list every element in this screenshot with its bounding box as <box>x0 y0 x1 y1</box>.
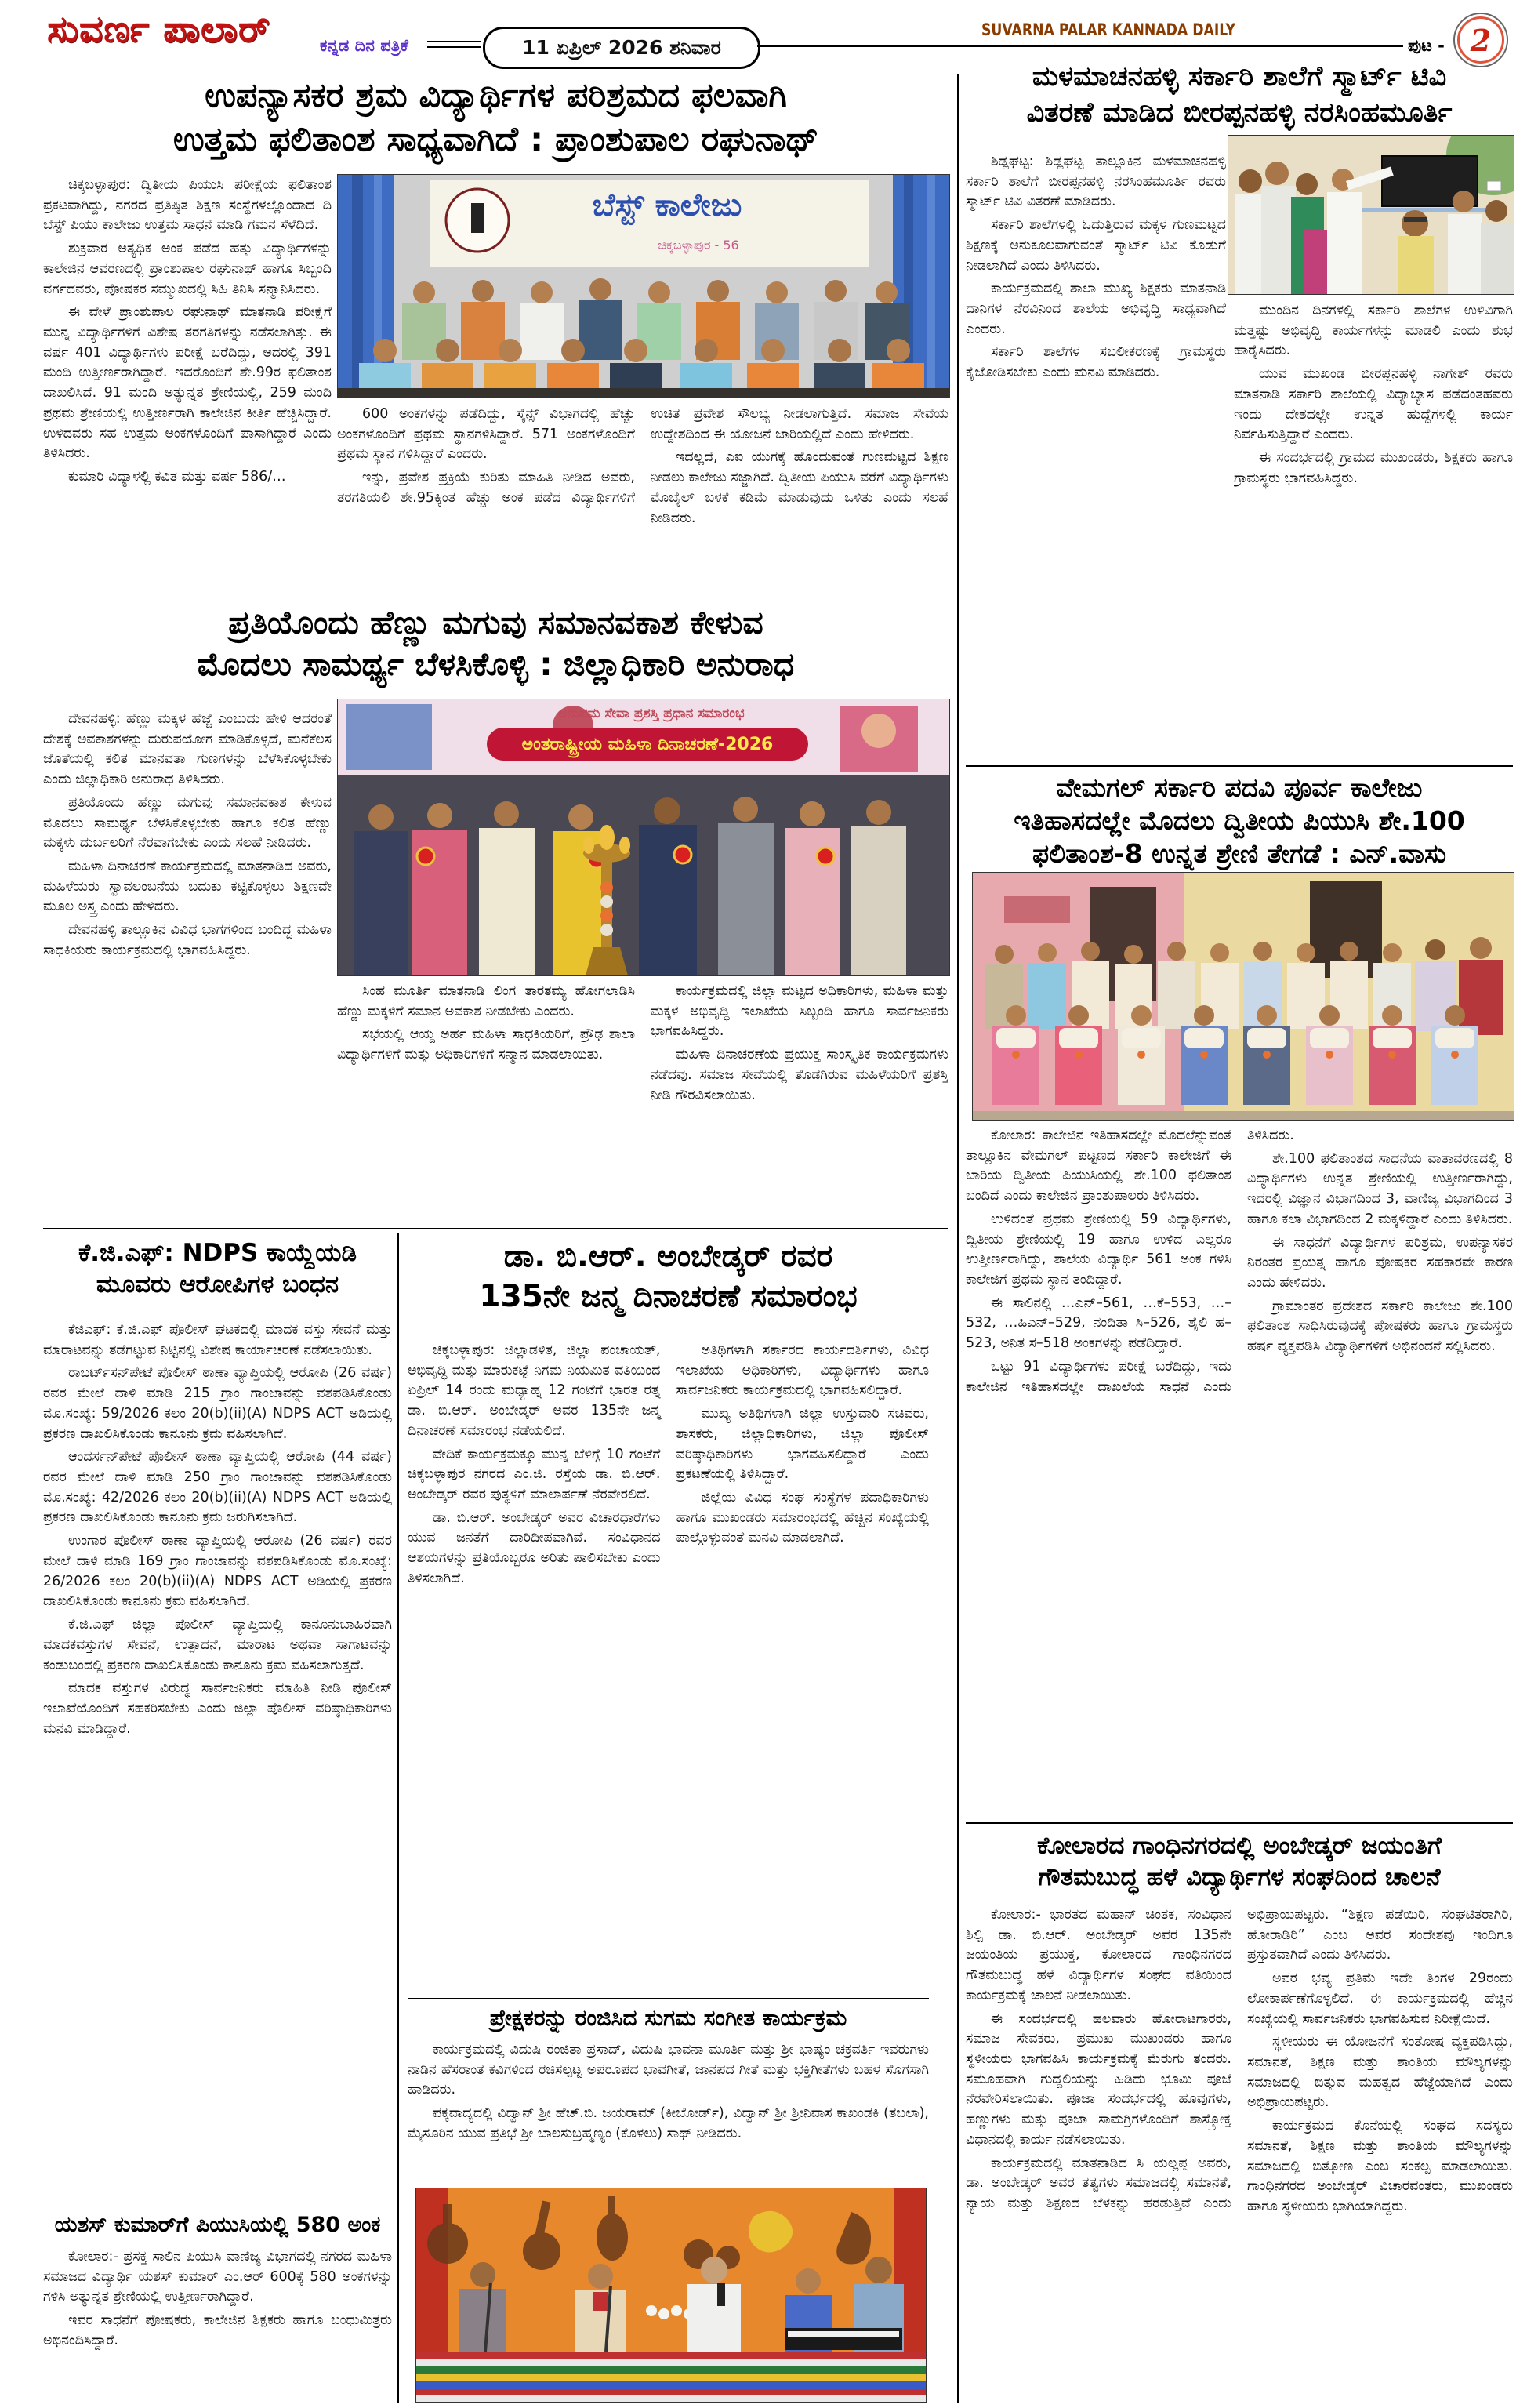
body-paragraph: ಸ್ಥಳೀಯರು ಈ ಯೋಜನೆಗೆ ಸಂತೋಷ ವ್ಯಕ್ತಪಡಿಸಿದ್ದು, ಸಮಾನತೆ, ಶಿಕ್ಷಣ ಮತ್ತು ಶಾಂತಿಯ ಮೌಲ್ಯಗಳನ್ನು ಸಮಾಜದಲ್ಲಿ ಬಿತ್ತುವ ಮಹತ್ವದ ಹೆಜ್ಜೆಯಾಗಿದೆ ಎಂದು ಅಭಿಪ್ರಾಯಪಟ್ಟರು. <box>1247 2034 1513 2111</box>
paper-title: ಸುವರ್ಣ ಪಾಲಾರ್ <box>47 8 270 51</box>
article-body <box>408 2040 929 2183</box>
body-paragraph: ಕಾರ್ಯಕ್ರಮದ ಕೊನೆಯಲ್ಲಿ ಸಂಘದ ಸದಸ್ಯರು ಸಮಾನತೆ, ಶಿಕ್ಷಣ ಮತ್ತು ಶಾಂತಿಯ ಮೌಲ್ಯಗಳನ್ನು ಸಮಾಜದಲ್ಲಿ ಬಿತ್ತೋಣ ಎಂಬ ಸಂಕಲ್ಪ ಮಾಡಲಾಯಿತು. ಗಾಂಧಿನಗರದ ಅಂಬೇಡ್ಕರ್ ವಿಚಾರವಂತರು, ಮುಖಂಡರು ಹಾಗೂ ಸ್ಥಳೀಯರು ಭಾಗಿಯಾಗಿದ್ದರು. <box>1247 2118 1513 2215</box>
body-paragraph: ಕಾರ್ಯಕ್ರಮದಲ್ಲಿ ಜಿಲ್ಲಾ ಮಟ್ಟದ ಅಧಿಕಾರಿಗಳು, ಮಹಿಳಾ ಮತ್ತು ಮಕ್ಕಳ ಅಭಿವೃದ್ಧಿ ಇಲಾಖೆಯ ಸಿಬ್ಬಂದಿ ಹಾಗೂ ಸಾರ್ವಜನಿಕರು ಭಾಗವಹಿಸಿದ್ದರು. <box>651 983 948 1040</box>
body-paragraph: ಒಟ್ಟು 91 ವಿದ್ಯಾರ್ಥಿಗಳು ಪರೀಕ್ಷೆ ಬರೆದಿದ್ದು, ಇದು ಕಾಲೇಜಿನ ಇತಿಹಾಸದಲ್ಲೇ ದಾಖಲೆಯ ಸಾಧನೆ ಎಂದು ತಿಳಿಸಿದರು. <box>966 1128 1294 1395</box>
body-paragraph: ಕೆ.ಜಿ.ಎಫ್ ಜಿಲ್ಲಾ ಪೊಲೀಸ್ ವ್ಯಾಪ್ತಿಯಲ್ಲಿ ಕಾನೂನುಬಾಹಿರವಾಗಿ ಮಾದಕವಸ್ತುಗಳ ಸೇವನೆ, ಉತ್ಪಾದನೆ, ಮಾರಾಟ ಅಥವಾ ಸಾಗಾಟವನ್ನು ಕಂಡುಬಂದಲ್ಲಿ ಪ್ರಕರಣ ದಾಖಲಿಸಿಕೊಂಡು ಕಾನೂನು ಕ್ರಮ ವಹಿಸಲಾಗುತ್ತದೆ. <box>43 1617 392 1673</box>
body-paragraph: ಸಿಂಹ ಮೂರ್ತಿ ಮಾತನಾಡಿ ಲಿಂಗ ತಾರತಮ್ಯ ಹೋಗಲಾಡಿಸಿ ಹೆಣ್ಣು ಮಕ್ಕಳಿಗೆ ಸಮಾನ ಅವಕಾಶ ನೀಡಬೇಕು ಎಂದರು. <box>337 983 635 1019</box>
body-paragraph: ಈ ಸಂದರ್ಭದಲ್ಲಿ ಹಲವಾರು ಹೋರಾಟಗಾರರು, ಸಮಾಜ ಸೇವಕರು, ಪ್ರಮುಖ ಮುಖಂಡರು ಹಾಗೂ ಸ್ಥಳೀಯರು ಭಾಗವಹಿಸಿ ಕಾರ್ಯಕ್ರಮಕ್ಕೆ ಮೆರುಗು ತಂದರು. ಸಮೂಹವಾಗಿ ಗುದ್ದಲಿಯನ್ನು ಹಿಡಿದು ಭೂಮಿ ಪೂಜೆ ನೆರವೇರಿಸಲಾಯಿತು. ಪೂಜಾ ಸಂದರ್ಭದಲ್ಲಿ ಹೂವುಗಳು, ಹಣ್ಣುಗಳು ಮತ್ತು ಪೂಜಾ ಸಾಮಗ್ರಿಗಳೊಂದಿಗೆ ಶಾಸ್ತ್ರೋಕ್ತ ವಿಧಾನದಲ್ಲಿ ಕಾರ್ಯ ನಡೆಸಲಾಯಿತು. <box>966 2010 1231 2148</box>
photo-music-concert <box>415 2188 927 2403</box>
headline-line: ಮಳಮಾಚನಹಳ್ಳಿ ಸರ್ಕಾರಿ ಶಾಲೆಗೆ ಸ್ಮಾರ್ಟ್ ಟಿವಿ <box>1032 61 1447 93</box>
body-paragraph: ಶುಕ್ರವಾರ ಅತ್ಯಧಿಕ ಅಂಕ ಪಡೆದ ಹತ್ತು ವಿದ್ಯಾರ್ಥಿಗಳನ್ನು ಕಾಲೇಜಿನ ಆವರಣದಲ್ಲಿ ಪ್ರಾಂಶುಪಾಲ ರಘುನಾಥ್ ಹಾಗೂ ಸಿಬ್ಬಂದಿ ವರ್ಗದವರು, ಪೋಷಕರ ಸಮ್ಮುಖದಲ್ಲಿ ಸಿಹಿ ತಿನಿಸಿ ಸನ್ಮಾನಿಸಿದರು. <box>43 241 332 297</box>
body-paragraph: ಇದಲ್ಲದೆ, ಎಐ ಯುಗಕ್ಕೆ ಹೊಂದುವಂತೆ ಗುಣಮಟ್ಟದ ಶಿಕ್ಷಣ ನೀಡಲು ಕಾಲೇಜು ಸಜ್ಜಾಗಿದೆ. ದ್ವಿತೀಯ ಪಿಯುಸಿ ವರೆಗೆ ವಿದ್ಯಾರ್ಥಿಗಳು ಮೊಬೈಲ್ ಬಳಕೆ ಕಡಿಮೆ ಮಾಡುವುದು ಒಳಿತು ಎಂದು ಸಲಹೆ ನೀಡಿದರು. <box>651 449 948 526</box>
body-paragraph: 600 ಅಂಕಗಳನ್ನು ಪಡೆದಿದ್ದು, ಸೈನ್ಸ್ ವಿಭಾಗದಲ್ಲಿ ಹೆಚ್ಚು ಅಂಕಗಳೊಂದಿಗೆ ಪ್ರಥಮ ಸ್ಥಾನಗಳಿಸಿದ್ದಾರೆ. 571 ಅಂಕಗಳೊಂದಿಗೆ ಪ್ರಥಮ ಸ್ಥಾನ ಗಳಿಸಿದ್ದಾರೆ ಎಂದರು. <box>337 406 635 463</box>
body-paragraph: ದೇವನಹಳ್ಳಿ: ಹೆಣ್ಣು ಮಕ್ಕಳ ಹೆಜ್ಜೆ ಎಂಬುದು ಹೇಳಿ ಆದರಂತೆ ದೇಶಕ್ಕೆ ಅವಕಾಶಗಳನ್ನು ದುರುಪಯೋಗ ಮಾಡಿಕೊಳ್ಳದೆ, ಮನೆಕೆಲಸ ಜೊತೆಯಲ್ಲಿ ಕಲಿತ ಮಾನವತಾ ಗುಣಗಳನ್ನು ಬೆಳೆಸಿಕೊಳ್ಳಬೇಕು ಎಂದು ಜಿಲ್ಲಾಧಿಕಾರಿ ಅನುರಾಧ ತಿಳಿಸಿದರು. <box>43 711 332 788</box>
body-paragraph: ಆಂದರ್ಸನ್‌ಪೇಟೆ ಪೊಲೀಸ್ ಠಾಣಾ ವ್ಯಾಪ್ತಿಯಲ್ಲಿ ಆರೋಪಿ (44 ವರ್ಷ) ರವರ ಮೇಲೆ ದಾಳಿ ಮಾಡಿ 250 ಗ್ರಾಂ ಗಾಂಜಾವನ್ನು ವಶಪಡಿಸಿಕೊಂಡು ಮೊ.ಸಂಖ್ಯೆ: 42/2026 ಕಲಂ 20(b)(ii)(A) NDPS ACT ಅಡಿಯಲ್ಲಿ ಪ್ರಕರಣ ದಾಖಲಿಸಿಕೊಂಡು ಕಾನೂನು ಕ್ರಮ ಜರುಗಿಸಲಾಗಿದೆ. <box>43 1449 392 1526</box>
article-body-column-2 <box>1234 301 1513 759</box>
body-paragraph: ಮುಂದಿನ ದಿನಗಳಲ್ಲಿ ಸರ್ಕಾರಿ ಶಾಲೆಗಳ ಉಳಿವಿಗಾಗಿ ಮತ್ತಷ್ಟು ಅಭಿವೃದ್ಧಿ ಕಾರ್ಯಗಳನ್ನು ಮಾಡಲಿ ಎಂದು ಶುಭ ಹಾರೈಸಿದರು. <box>1234 303 1513 359</box>
page-number: 2 <box>1470 22 1492 58</box>
headline-line: ವೇಮಗಲ್ ಸರ್ಕಾರಿ ಪದವಿ ಪೂರ್ವ ಕಾಲೇಜು <box>1056 772 1423 803</box>
article-body-bottom-columns <box>337 982 948 1223</box>
article-body-left-column <box>43 176 332 593</box>
body-paragraph: ಚಿಕ್ಕಬಳ್ಳಾಪುರ: ದ್ವಿತೀಯ ಪಿಯುಸಿ ಪರೀಕ್ಷೆಯ ಫಲಿತಾಂಶ ಪ್ರಕಟವಾಗಿದ್ದು, ನಗರದ ಪ್ರತಿಷ್ಠಿತ ಶಿಕ್ಷಣ ಸಂಸ್ಥೆಗಳಲ್ಲೊಂದಾದ ದಿ ಬೆಸ್ಟ್ ಪಿಯು ಕಾಲೇಜು ಉತ್ತಮ ಸಾಧನೆ ಮಾಡಿ ಗಮನ ಸೆಳೆದಿದೆ. <box>43 177 332 234</box>
body-paragraph: ಕೋಲಾರ:- ಪ್ರಸಕ್ತ ಸಾಲಿನ ಪಿಯುಸಿ ವಾಣಿಜ್ಯ ವಿಭಾಗದಲ್ಲಿ ನಗರದ ಮಹಿಳಾ ಸಮಾಜದ ವಿದ್ಯಾರ್ಥಿ ಯಶಸ್ ಕುಮಾರ್ ಎಂ.ಆರ್ 600ಕ್ಕೆ 580 ಅಂಕಗಳನ್ನು ಗಳಿಸಿ ಅತ್ಯುನ್ನತ ಶ್ರೇಣಿಯಲ್ಲಿ ಉತ್ತೀರ್ಣರಾಗಿದ್ದಾರೆ. <box>43 2249 392 2305</box>
article-body <box>43 2247 392 2401</box>
photo-vemagal-college-group <box>972 872 1514 1121</box>
body-paragraph: ಕಾರ್ಯಕ್ರಮದಲ್ಲಿ ಮಾತನಾಡಿದ ಸಿ ಯಲ್ಲಪ್ಪ ಅವರು, ಡಾ. ಅಂಬೇಡ್ಕರ್ ಅವರ ತತ್ವಗಳು ಸಮಾಜದಲ್ಲಿ ಸಮಾನತೆ, ನ್ಯಾಯ ಮತ್ತು ಶಿಕ್ಷಣದ ಬೆಳಕನ್ನು ಹರಡುತ್ತಿವೆ ಎಂದು ಅಭಿಪ್ರಾಯಪಟ್ಟರು. “ಶಿಕ್ಷಣ ಪಡೆಯಿರಿ, ಸಂಘಟಿತರಾಗಿರಿ, ಹೋರಾಡಿರಿ” ಎಂಬ ಅವರ ಸಂದೇಶವು ಇಂದಿಗೂ ಪ್ರಸ್ತುತವಾಗಿದೆ ಎಂದು ತಿಳಿಸಿದರು. <box>966 1907 1513 2212</box>
body-paragraph: ಅವರ ಭವ್ಯ ಪ್ರತಿಮೆ ಇದೇ ತಿಂಗಳ 29ರಂದು ಲೋಕಾರ್ಪಣೆಗೊಳ್ಳಲಿದೆ. ಈ ಕಾರ್ಯಕ್ರಮದಲ್ಲಿ ಹೆಚ್ಚಿನ ಸಂಖ್ಯೆಯಲ್ಲಿ ಸಾರ್ವಜನಿಕರು ಭಾಗವಹಿಸುವ ನಿರೀಕ್ಷೆಯಿದೆ. <box>1247 1970 1513 2027</box>
body-paragraph: ಶಿಡ್ಲಘಟ್ಟ: ಶಿಡ್ಲಘಟ್ಟ ತಾಲ್ಲೂಕಿನ ಮಳಮಾಚನಹಳ್ಳಿ ಸರ್ಕಾರಿ ಶಾಲೆಗೆ ಬೀರಪ್ಪನಹಳ್ಳಿ ನರಸಿಂಹಮೂರ್ತಿ ರವರು ಸ್ಮಾರ್ಟ್ ಟಿವಿ ವಿತರಣೆ ಮಾಡಿದರು. <box>966 154 1226 210</box>
photo-illustration <box>973 873 1514 1120</box>
english-title: SUVARNA PALAR KANNADA DAILY <box>981 20 1236 39</box>
section-divider-left <box>43 1228 948 1229</box>
body-paragraph: ಮಾದಕ ವಸ್ತುಗಳ ವಿರುದ್ಧ ಸಾರ್ವಜನಿಕರು ಮಾಹಿತಿ ನೀಡಿ ಪೊಲೀಸ್ ಇಲಾಖೆಯೊಂದಿಗೆ ಸಹಕರಿಸಬೇಕು ಎಂದು ಜಿಲ್ಲಾ ಪೊಲೀಸ್ ವರಿಷ್ಠಾಧಿಕಾರಿಗಳು ಮನವಿ ಮಾಡಿದ್ದಾರೆ. <box>43 1680 392 1737</box>
section-divider-kolar <box>966 1822 1513 1824</box>
photo-smart-tv-handover <box>1228 135 1514 295</box>
body-paragraph: ಉಳಿದಂತೆ ಪ್ರಥಮ ಶ್ರೇಣಿಯಲ್ಲಿ 59 ವಿದ್ಯಾರ್ಥಿಗಳು, ದ್ವಿತೀಯ ಶ್ರೇಣಿಯಲ್ಲಿ 19 ಹಾಗೂ ಉಳಿದ ಎಲ್ಲರೂ ಉತ್ತೀರ್ಣರಾಗಿದ್ದು, ಶಾಲೆಯ ವಿದ್ಯಾರ್ಥಿ 561 ಅಂಕ ಗಳಿಸಿ ಕಾಲೇಜಿಗೆ ಪ್ರಥಮ ಸ್ಥಾನ ತಂದಿದ್ದಾರೆ. <box>966 1211 1231 1288</box>
article-body-column-1 <box>966 152 1226 759</box>
article-body <box>43 1320 392 2202</box>
body-paragraph: ಸರ್ಕಾರಿ ಶಾಲೆಗಳಲ್ಲಿ ಓದುತ್ತಿರುವ ಮಕ್ಕಳ ಗುಣಮಟ್ಟದ ಶಿಕ್ಷಣಕ್ಕೆ ಅನುಕೂಲವಾಗುವಂತೆ ಸ್ಮಾರ್ಟ್ ಟಿವಿ ಕೊಡುಗೆ ನೀಡಲಾಗಿದೆ ಎಂದು ತಿಳಿಸಿದರು. <box>966 217 1226 274</box>
body-paragraph: ಈ ವೇಳೆ ಪ್ರಾಂಶುಪಾಲ ರಘುನಾಥ್ ಮಾತನಾಡಿ ಪರೀಕ್ಷೆಗೆ ಮುನ್ನ ವಿದ್ಯಾರ್ಥಿಗಳಿಗೆ ವಿಶೇಷ ತರಗತಿಗಳನ್ನು ನಡೆಸಲಾಗಿತ್ತು. ಈ ವರ್ಷ 401 ವಿದ್ಯಾರ್ಥಿಗಳು ಪರೀಕ್ಷೆ ಬರೆದಿದ್ದು, ಅದರಲ್ಲಿ 391 ಮಂದಿ ಉತ್ತೀರ್ಣರಾಗಿದ್ದಾರೆ. ಇದರೊಂದಿಗೆ ಶೇ.99ರ ಫಲಿತಾಂಶ ದಾಖಲಿಸಿದೆ. 91 ಮಂದಿ ಅತ್ಯುನ್ನತ ಶ್ರೇಣಿಯಲ್ಲಿ, 259 ಮಂದಿ ಪ್ರಥಮ ಶ್ರೇಣಿಯಲ್ಲಿ ಉತ್ತೀರ್ಣರಾಗಿ ಕಾಲೇಜಿನ ಕೀರ್ತಿ ಹೆಚ್ಚಿಸಿದ್ದಾರೆ. ಉಳಿದವರು ಸಹ ಉತ್ತಮ ಅಂಕಗಳೊಂದಿಗೆ ಪಾಸಾಗಿದ್ದಾರೆ ಎಂದು ತಿಳಿಸಿದರು. <box>43 304 332 462</box>
body-paragraph: ಚಿಕ್ಕಬಳ್ಳಾಪುರ: ಜಿಲ್ಲಾಡಳಿತ, ಜಿಲ್ಲಾ ಪಂಚಾಯತ್, ಅಭಿವೃದ್ಧಿ ಮತ್ತು ಮಾರುಕಟ್ಟೆ ನಿಗಮ ನಿಯಮಿತ ವತಿಯಿಂದ ಏಪ್ರಿಲ್ 14 ರಂದು ಮಧ್ಯಾಹ್ನ 12 ಗಂಟೆಗೆ ಭಾರತ ರತ್ನ ಡಾ. ಬಿ.ಆರ್. ಅಂಬೇಡ್ಕರ್ ಅವರ 135ನೇ ಜನ್ಮ ದಿನಾಚರಣೆ ಸಮಾರಂಭ ನಡೆಯಲಿದೆ. <box>408 1342 661 1439</box>
body-paragraph: ಕಾರ್ಯಕ್ರಮದಲ್ಲಿ ವಿದುಷಿ ರಂಜಿತಾ ಪ್ರಸಾದ್, ವಿದುಷಿ ಭಾವನಾ ಮೂರ್ತಿ ಮತ್ತು ಶ್ರೀ ಭಾಷ್ಯಂ ಚಕ್ರವರ್ತಿ ಇವರುಗಳು ನಾಡಿನ ಹೆಸರಾಂತ ಕವಿಗಳಿಂದ ರಚಿಸಲ್ಪಟ್ಟ ಅಪರೂಪದ ಭಾವಗೀತೆ, ಜಾನಪದ ಗೀತೆ ಮತ್ತು ಭಕ್ತಿಗೀತೆಗಳು ಬಹಳ ಸೊಗಸಾಗಿ ಹಾಡಿದರು. <box>408 2042 929 2098</box>
body-paragraph: ದೇವನಹಳ್ಳಿ ತಾಲ್ಲೂಕಿನ ವಿವಿಧ ಭಾಗಗಳಿಂದ ಬಂದಿದ್ದ ಮಹಿಳಾ ಸಾಧಕಿಯರು ಕಾರ್ಯಕ್ರಮದಲ್ಲಿ ಭಾಗವಹಿಸಿದ್ದರು. <box>43 922 332 958</box>
article-headline <box>43 1237 392 1301</box>
photo-banner-top-text: ಅನುಪಮ ಸೇವಾ ಪ್ರಶಸ್ತಿ ಪ್ರಧಾನ ಸಮಾರಂಭ <box>558 706 745 721</box>
body-paragraph: ಕೆಜಿಎಫ್: ಕೆ.ಜಿ.ಎಫ್ ಪೊಲೀಸ್ ಘಟಕದಲ್ಲಿ ಮಾದಕ ವಸ್ತು ಸೇವನೆ ಮತ್ತು ಮಾರಾಟವನ್ನು ತಡೆಗಟ್ಟುವ ನಿಟ್ಟಿನಲ್ಲಿ ವಿಶೇಷ ಕಾರ್ಯಾಚರಣೆ ನಡೆಸಲಾಯಿತು. <box>43 1322 392 1358</box>
body-paragraph: ಕೋಲಾರ:- ಭಾರತದ ಮಹಾನ್ ಚಿಂತಕ, ಸಂವಿಧಾನ ಶಿಲ್ಪಿ ಡಾ. ಬಿ.ಆರ್. ಅಂಬೇಡ್ಕರ್ ಅವರ 135ನೇ ಜಯಂತಿಯ ಪ್ರಯುಕ್ತ, ಕೋಲಾರದ ಗಾಂಧಿನಗರದ ಗೌತಮಬುದ್ಧ ಹಳೆ ವಿದ್ಯಾರ್ಥಿಗಳ ಸಂಘದ ವತಿಯಿಂದ ಕಾರ್ಯಕ್ರಮಕ್ಕೆ ಚಾಲನೆ ನೀಡಲಾಯಿತು. <box>966 1907 1231 2003</box>
article-body-columns <box>966 1126 1513 1819</box>
photo-womens-day-event <box>337 699 950 976</box>
body-paragraph: ಮಹಿಳಾ ದಿನಾಚರಣೆಯ ಪ್ರಯುಕ್ತ ಸಾಂಸ್ಕೃತಿಕ ಕಾರ್ಯಕ್ರಮಗಳು ನಡೆದವು. ಸಮಾಜ ಸೇವೆಯಲ್ಲಿ ತೊಡಗಿರುವ ಮಹಿಳೆಯರಿಗೆ ಪ್ರಶಸ್ತಿ ನೀಡಿ ಗೌರವಿಸಲಾಯಿತು. <box>651 1047 948 1103</box>
headline-line: ಉಪನ್ಯಾಸಕರ ಶ್ರಮ ವಿದ್ಯಾರ್ಥಿಗಳ ಪರಿಶ್ರಮದ ಫಲವಾಗಿ <box>205 76 787 115</box>
article-headline <box>408 2004 929 2032</box>
article-headline <box>966 772 1513 871</box>
headline-line: ಫಲಿತಾಂಶ-8 ಉನ್ನತ ಶ್ರೇಣಿ ತೇಗಡೆ : ಎನ್.ವಾಸು <box>1032 838 1446 870</box>
photo-banner-main-text: ಅಂತರಾಷ್ಟ್ರೀಯ ಮಹಿಳಾ ದಿನಾಚರಣೆ-2026 <box>487 728 808 761</box>
article-headline <box>43 602 948 686</box>
body-paragraph: ಪಕ್ಕವಾದ್ಯದಲ್ಲಿ ವಿದ್ವಾನ್ ಶ್ರೀ ಹೆಚ್.ಬಿ. ಜಯರಾಮ್ (ಕೀಬೋರ್ಡ್), ವಿದ್ವಾನ್ ಶ್ರೀ ಶ್ರೀನಿವಾಸ ಕಾಖಂಡಕಿ (ತಬಲಾ), ಮೈಸೂರಿನ ಯುವ ಪ್ರತಿಭೆ ಶ್ರೀ ಬಾಲಸುಬ್ರಹ್ಮಣ್ಯಂ (ಕೊಳಲು) ಸಾಥ್ ನೀಡಿದರು. <box>408 2105 929 2141</box>
body-paragraph: ಸಭೆಯಲ್ಲಿ ಆಯ್ದ ಅರ್ಹ ಮಹಿಳಾ ಸಾಧಕಿಯರಿಗೆ, ಪ್ರೌಢ ಶಾಲಾ ವಿದ್ಯಾರ್ಥಿಗಳಿಗೆ ಮತ್ತು ಅಧಿಕಾರಿಗಳಿಗೆ ಸನ್ಮಾನ ಮಾಡಲಾಯಿತು. <box>337 1026 635 1063</box>
headline-line: ಪ್ರತಿಯೊಂದು ಹೆಣ್ಣು ಮಗುವು ಸಮಾನವಕಾಶ ಕೇಳುವ <box>228 604 764 641</box>
body-paragraph: ರಾಬರ್ಟ್‌ಸನ್‌ಪೇಟೆ ಪೊಲೀಸ್ ಠಾಣಾ ವ್ಯಾಪ್ತಿಯಲ್ಲಿ ಆರೋಪಿ (26 ವರ್ಷ) ರವರ ಮೇಲೆ ದಾಳಿ ಮಾಡಿ 215 ಗ್ರಾಂ ಗಾಂಜಾವನ್ನು ವಶಪಡಿಸಿಕೊಂಡು ಮೊ.ಸಂಖ್ಯೆ: 59/2026 ಕಲಂ 20(b)(ii)(A) NDPS ACT ಅಡಿಯಲ್ಲಿ ಪ್ರಕರಣ ದಾಖಲಿಸಿಕೊಂಡು ಕಾನೂನು ಕ್ರಮ ವಹಿಸಲಾಗಿದೆ. <box>43 1365 392 1442</box>
article-body-bottom-columns <box>337 405 948 593</box>
body-paragraph: ಪ್ರತಿಯೊಂದು ಹೆಣ್ಣು ಮಗುವು ಸಮಾನವಕಾಶ ಕೇಳುವ ಮೊದಲು ಸಾಮರ್ಥ್ಯ ಬೆಳಸಿಕೊಳ್ಳಬೇಕು ಹಾಗೂ ಕಲಿತ ಹೆಣ್ಣು ಮಕ್ಕಳು ದುರ್ಬಲರಿಗೆ ನೆರವಾಗಬೇಕು ಎಂದು ಸಲಹೆ ನೀಡಿದರು. <box>43 794 332 852</box>
body-paragraph: ಯುವ ಮುಖಂಡ ಬೀರಪ್ಪನಹಳ್ಳಿ ನಾಗೇಶ್ ರವರು ಮಾತನಾಡಿ ಸರ್ಕಾರಿ ಶಾಲೆಯಲ್ಲಿ ವಿದ್ಯಾಬ್ಯಾಸ ಪಡೆದಂತಹವರು ಇಂದು ದೇಶದಲ್ಲೇ ಉನ್ನತ ಹುದ್ದೆಗಳಲ್ಲಿ ಕಾರ್ಯ ನಿರ್ವಹಿಸುತ್ತಿದ್ದಾರೆ ಎಂದರು. <box>1234 366 1513 443</box>
body-paragraph: ಈ ಸಂದರ್ಭದಲ್ಲಿ ಗ್ರಾಮದ ಮುಖಂಡರು, ಶಿಕ್ಷಕರು ಹಾಗೂ ಗ್ರಾಮಸ್ಥರು ಭಾಗವಹಿಸಿದ್ದರು. <box>1234 450 1513 486</box>
headline-line: ಡಾ. ಬಿ.ಆರ್. ಅಂಬೇಡ್ಕರ್ ರವರ <box>503 1239 833 1274</box>
headline-line: ಗೌತಮಬುದ್ಧ ಹಳೆ ವಿದ್ಯಾರ್ಥಿಗಳ ಸಂಘದಿಂದ ಚಾಲನೆ <box>1038 1863 1441 1892</box>
body-paragraph: ಕೋಲಾರ: ಕಾಲೇಜಿನ ಇತಿಹಾಸದಲ್ಲೇ ಮೊದಲೆನ್ನುವಂತೆ ತಾಲ್ಲೂಕಿನ ವೇಮಗಲ್ ಪಟ್ಟಣದ ಸರ್ಕಾರಿ ಕಾಲೇಜಿಗೆ ಈ ಬಾರಿಯ ದ್ವಿತೀಯ ಪಿಯುಸಿಯಲ್ಲಿ ಶೇ.100 ಫಲಿತಾಂಶ ಬಂದಿದೆ ಎಂದು ಕಾಲೇಜಿನ ಪ್ರಾಂಶುಪಾಲರು ತಿಳಿಸಿದರು. <box>966 1128 1231 1204</box>
column-divider-main <box>957 74 959 2403</box>
photo-illustration <box>1228 136 1514 294</box>
photo-illustration <box>416 2188 926 2402</box>
masthead-double-line <box>427 41 481 48</box>
article-body-columns <box>408 1341 929 1990</box>
headline-line: ಇತಿಹಾಸದಲ್ಲೇ ಮೊದಲು ದ್ವಿತೀಯ ಪಿಯುಸಿ ಶೇ.100 <box>1014 805 1465 837</box>
body-paragraph: ಗ್ರಾಮಾಂತರ ಪ್ರದೇಶದ ಸರ್ಕಾರಿ ಕಾಲೇಜು ಶೇ.100 ಫಲಿತಾಂಶ ಸಾಧಿಸಿರುವುದಕ್ಕೆ ಪೋಷಕರು ಹಾಗೂ ಗ್ರಾಮಸ್ಥರು ಹರ್ಷ ವ್ಯಕ್ತಪಡಿಸಿ ವಿದ್ಯಾರ್ಥಿಗಳಿಗೆ ಅಭಿನಂದನೆ ಸಲ್ಲಿಸಿದರು. <box>1247 1298 1513 1355</box>
body-paragraph: ವೇದಿಕೆ ಕಾರ್ಯಕ್ರಮಕ್ಕೂ ಮುನ್ನ ಬೆಳಿಗ್ಗೆ 10 ಗಂಟೆಗೆ ಚಿಕ್ಕಬಳ್ಳಾಪುರ ನಗರದ ಎಂ.ಜಿ. ರಸ್ತೆಯ ಡಾ. ಬಿ.ಆರ್. ಅಂಬೇಡ್ಕರ್ ರವರ ಪುತ್ಥಳಿಗೆ ಮಾಲಾರ್ಪಣೆ ನೆರವೇರಲಿದೆ. <box>408 1446 661 1503</box>
paper-subtitle: ಕನ್ನಡ ದಿನ ಪತ್ರಿಕೆ <box>320 36 408 55</box>
section-divider-music <box>408 1998 929 1999</box>
article-body-columns <box>966 1905 1513 2401</box>
article-headline <box>43 2211 392 2239</box>
section-divider-vemagal <box>966 765 1513 767</box>
headline-line: ಯಶಸ್ ಕುಮಾರ್‌ಗೆ ಪಿಯುಸಿಯಲ್ಲಿ 580 ಅಂಕ <box>54 2213 381 2237</box>
body-paragraph: ಮಹಿಳಾ ದಿನಾಚರಣೆ ಕಾರ್ಯಕ್ರಮದಲ್ಲಿ ಮಾತನಾಡಿದ ಅವರು, ಮಹಿಳೆಯರು ಸ್ವಾವಲಂಬನೆಯ ಬದುಕು ಕಟ್ಟಿಕೊಳ್ಳಲು ಶಿಕ್ಷಣವೇ ಮೂಲ ಅಸ್ತ್ರ ಎಂದು ಹೇಳಿದರು. <box>43 859 332 915</box>
headline-line: ವಿತರಣೆ ಮಾಡಿದ ಬೀರಪ್ಪನಹಳ್ಳಿ ನರಸಿಂಹಮೂರ್ತಿ <box>1026 96 1453 129</box>
photo-best-college-group <box>337 174 950 398</box>
article-headline <box>966 1830 1513 1894</box>
body-paragraph: ಡಾ. ಬಿ.ಆರ್. ಅಂಬೇಡ್ಕರ್ ಅವರ ವಿಚಾರಧಾರೆಗಳು ಯುವ ಜನತೆಗೆ ದಾರಿದೀಪವಾಗಿವೆ. ಸಂವಿಧಾನದ ಆಶಯಗಳನ್ನು ಪ್ರತಿಯೊಬ್ಬರೂ ಅರಿತು ಪಾಲಿಸಬೇಕು ಎಂದು ತಿಳಿಸಲಾಗಿದೆ. <box>408 1509 661 1586</box>
body-paragraph: ಉಂಗಾರ ಪೊಲೀಸ್ ಠಾಣಾ ವ್ಯಾಪ್ತಿಯಲ್ಲಿ ಆರೋಪಿ (26 ವರ್ಷ) ರವರ ಮೇಲೆ ದಾಳಿ ಮಾಡಿ 169 ಗ್ರಾಂ ಗಾಂಜಾವನ್ನು ವಶಪಡಿಸಿಕೊಂಡು ಮೊ.ಸಂಖ್ಯೆ: 26/2026 ಕಲಂ 20(b)(ii)(A) NDPS ACT ಅಡಿಯಲ್ಲಿ ಪ್ರಕರಣ ದಾಖಲಿಸಿಕೊಂಡು ಕಾನೂನು ಕ್ರಮ ವಹಿಸಲಾಗಿದೆ. <box>43 1533 392 1610</box>
masthead-rule-right <box>757 45 1403 47</box>
headline-line: ಮೊದಲು ಸಾಮರ್ಥ್ಯ ಬೆಳಸಿಕೊಳ್ಳಿ : ಜಿಲ್ಲಾಧಿಕಾರಿ ಅನುರಾಧ <box>197 645 795 684</box>
headline-line: ಮೂವರು ಆರೋಪಿಗಳ ಬಂಧನ <box>96 1270 339 1299</box>
body-paragraph: ಸರ್ಕಾರಿ ಶಾಲೆಗಳ ಸಬಲೀಕರಣಕ್ಕೆ ಗ್ರಾಮಸ್ಥರು ಕೈಜೋಡಿಸಬೇಕು ಎಂದು ಮನವಿ ಮಾಡಿದರು. <box>966 344 1226 381</box>
body-paragraph: ಇವರ ಸಾಧನೆಗೆ ಪೋಷಕರು, ಕಾಲೇಜಿನ ಶಿಕ್ಷಕರು ಹಾಗೂ ಬಂಧುಮಿತ್ರರು ಅಭಿನಂದಿಸಿದ್ದಾರೆ. <box>43 2312 392 2348</box>
body-paragraph: ಮುಖ್ಯ ಅತಿಥಿಗಳಾಗಿ ಜಿಲ್ಲಾ ಉಸ್ತುವಾರಿ ಸಚಿವರು, ಶಾಸಕರು, ಜಿಲ್ಲಾಧಿಕಾರಿಗಳು, ಜಿಲ್ಲಾ ಪೊಲೀಸ್ ವರಿಷ್ಠಾಧಿಕಾರಿಗಳು ಭಾಗವಹಿಸಲಿದ್ದಾರೆ ಎಂದು ಪ್ರಕಟಣೆಯಲ್ಲಿ ತಿಳಿಸಿದ್ದಾರೆ. <box>676 1406 929 1483</box>
headline-line: ಪ್ರೇಕ್ಷಕರನ್ನು ರಂಜಿಸಿದ ಸುಗಮ ಸಂಗೀತ ಕಾರ್ಯಕ್ರಮ <box>489 2005 847 2031</box>
article-body-left-column <box>43 710 332 1223</box>
body-paragraph: ಅತಿಥಿಗಳಾಗಿ ಸರ್ಕಾರದ ಕಾರ್ಯದರ್ಶಿಗಳು, ವಿವಿಧ ಇಲಾಖೆಯ ಅಧಿಕಾರಿಗಳು, ವಿದ್ಯಾರ್ಥಿಗಳು ಹಾಗೂ ಸಾರ್ವಜನಿಕರು ಕಾರ್ಯಕ್ರಮದಲ್ಲಿ ಭಾಗವಹಿಸಲಿದ್ದಾರೆ. <box>676 1342 929 1399</box>
headline-line: ಕೆ.ಜಿ.ಎಫ್: NDPS ಕಾಯ್ದೆಯಡಿ <box>78 1239 357 1267</box>
headline-line: ಕೋಲಾರದ ಗಾಂಧಿನಗರದಲ್ಲಿ ಅಂಬೇಡ್ಕರ್ ಜಯಂತಿಗೆ <box>1037 1832 1442 1860</box>
article-headline <box>408 1237 929 1317</box>
column-divider-bottom-band <box>397 1233 399 2403</box>
body-paragraph: ಈ ಸಾಲಿನಲ್ಲಿ …ಎನ್–561, …ಕೆ–553, …–532, …ಹಿಎನ್–529, ನಂದಿತಾ ಸಿ–526, ಶೈಲಿ ಹ–523, ಅನಿತ ಸ–518 ಅಂಕಗಳನ್ನು ಪಡೆದಿದ್ದಾರೆ. <box>966 1295 1231 1352</box>
body-paragraph: ಜಿಲ್ಲೆಯ ವಿವಿಧ ಸಂಘ ಸಂಸ್ಥೆಗಳ ಪದಾಧಿಕಾರಿಗಳು ಹಾಗೂ ಮುಖಂಡರು ಸಮಾರಂಭದಲ್ಲಿ ಹೆಚ್ಚಿನ ಸಂಖ್ಯೆಯಲ್ಲಿ ಪಾಲ್ಗೊಳ್ಳುವಂತೆ ಮನವಿ ಮಾಡಲಾಗಿದೆ. <box>676 1490 929 1546</box>
body-paragraph: ಕಾರ್ಯಕ್ರಮದಲ್ಲಿ ಶಾಲಾ ಮುಖ್ಯ ಶಿಕ್ಷಕರು ಮಾತನಾಡಿ ದಾನಿಗಳ ನೆರವಿನಿಂದ ಶಾಲೆಯ ಅಭಿವೃದ್ಧಿ ಸಾಧ್ಯವಾಗಿದೆ ಎಂದರು. <box>966 281 1226 337</box>
article-headline <box>966 60 1513 131</box>
photo-banner-subtext: ಚಿಕ್ಕಬಳ್ಳಾಪುರ - 56 <box>658 238 739 252</box>
photo-banner-text: ಬೆಸ್ಟ್ ಕಾಲೇಜು <box>592 187 742 223</box>
headline-line: ಉತ್ತಮ ಫಲಿತಾಂಶ ಸಾಧ್ಯವಾಗಿದೆ : ಪ್ರಾಂಶುಪಾಲ ರಘುನಾಥ್ <box>172 119 819 159</box>
body-paragraph: ಕುಮಾರಿ ವಿದ್ಯಾಳಲ್ಲಿ ಕವಿತ ಮತ್ತು ವರ್ಷ 586/… <box>68 469 286 485</box>
page-label: ಪುಟ - <box>1408 36 1445 55</box>
headline-line: 135ನೇ ಜನ್ಮ ದಿನಾಚರಣೆ ಸಮಾರಂಭ <box>479 1278 858 1314</box>
article-headline <box>43 74 948 162</box>
body-paragraph: ಶೇ.100 ಫಲಿತಾಂಶದ ಸಾಧನೆಯ ವಾತಾವರಣದಲ್ಲಿ 8 ವಿದ್ಯಾರ್ಥಿಗಳು ಉನ್ನತ ಶ್ರೇಣಿಯಲ್ಲಿ ಉತ್ತೀರ್ಣರಾಗಿದ್ದು, ಇದರಲ್ಲಿ ವಿಜ್ಞಾನ ವಿಭಾಗದಿಂದ 3, ವಾಣಿಜ್ಯ ವಿಭಾಗದಿಂದ 3 ಹಾಗೂ ಕಲಾ ವಿಭಾಗದಿಂದ 2 ಮಕ್ಕಳಿದ್ದಾರೆ ಎಂದು ತಿಳಿಸಿದರು. <box>1247 1150 1513 1227</box>
body-paragraph: ಇನ್ನು, ಪ್ರವೇಶ ಪ್ರಕ್ರಿಯೆ ಕುರಿತು ಮಾಹಿತಿ ನೀಡಿದ ಅವರು, ತರಗತಿಯಲಿ ಶೇ.95ಕ್ಕಿಂತ ಹೆಚ್ಚು ಅಂಕ ಪಡೆದ ವಿದ್ಯಾರ್ಥಿಗಳಿಗೆ ಉಚಿತ ಪ್ರವೇಶ ಸೌಲಭ್ಯ ನೀಡಲಾಗುತ್ತಿದೆ. ಸಮಾಜ ಸೇವೆಯ ಉದ್ದೇಶದಿಂದ ಈ ಯೋಜನೆ ಜಾರಿಯಲ್ಲಿದೆ ಎಂದು ಹೇಳಿದರು. <box>337 406 948 506</box>
body-paragraph: ಈ ಸಾಧನೆಗೆ ವಿದ್ಯಾರ್ಥಿಗಳ ಪರಿಶ್ರಮ, ಉಪನ್ಯಾಸಕರ ನಿರಂತರ ಪ್ರಯತ್ನ ಹಾಗೂ ಪೋಷಕರ ಸಹಕಾರವೇ ಕಾರಣ ಎಂದು ಹೇಳಿದರು. <box>1247 1234 1513 1291</box>
date-pill: 11 ಏಪ್ರಿಲ್ 2026 ಶನಿವಾರ <box>483 27 760 69</box>
